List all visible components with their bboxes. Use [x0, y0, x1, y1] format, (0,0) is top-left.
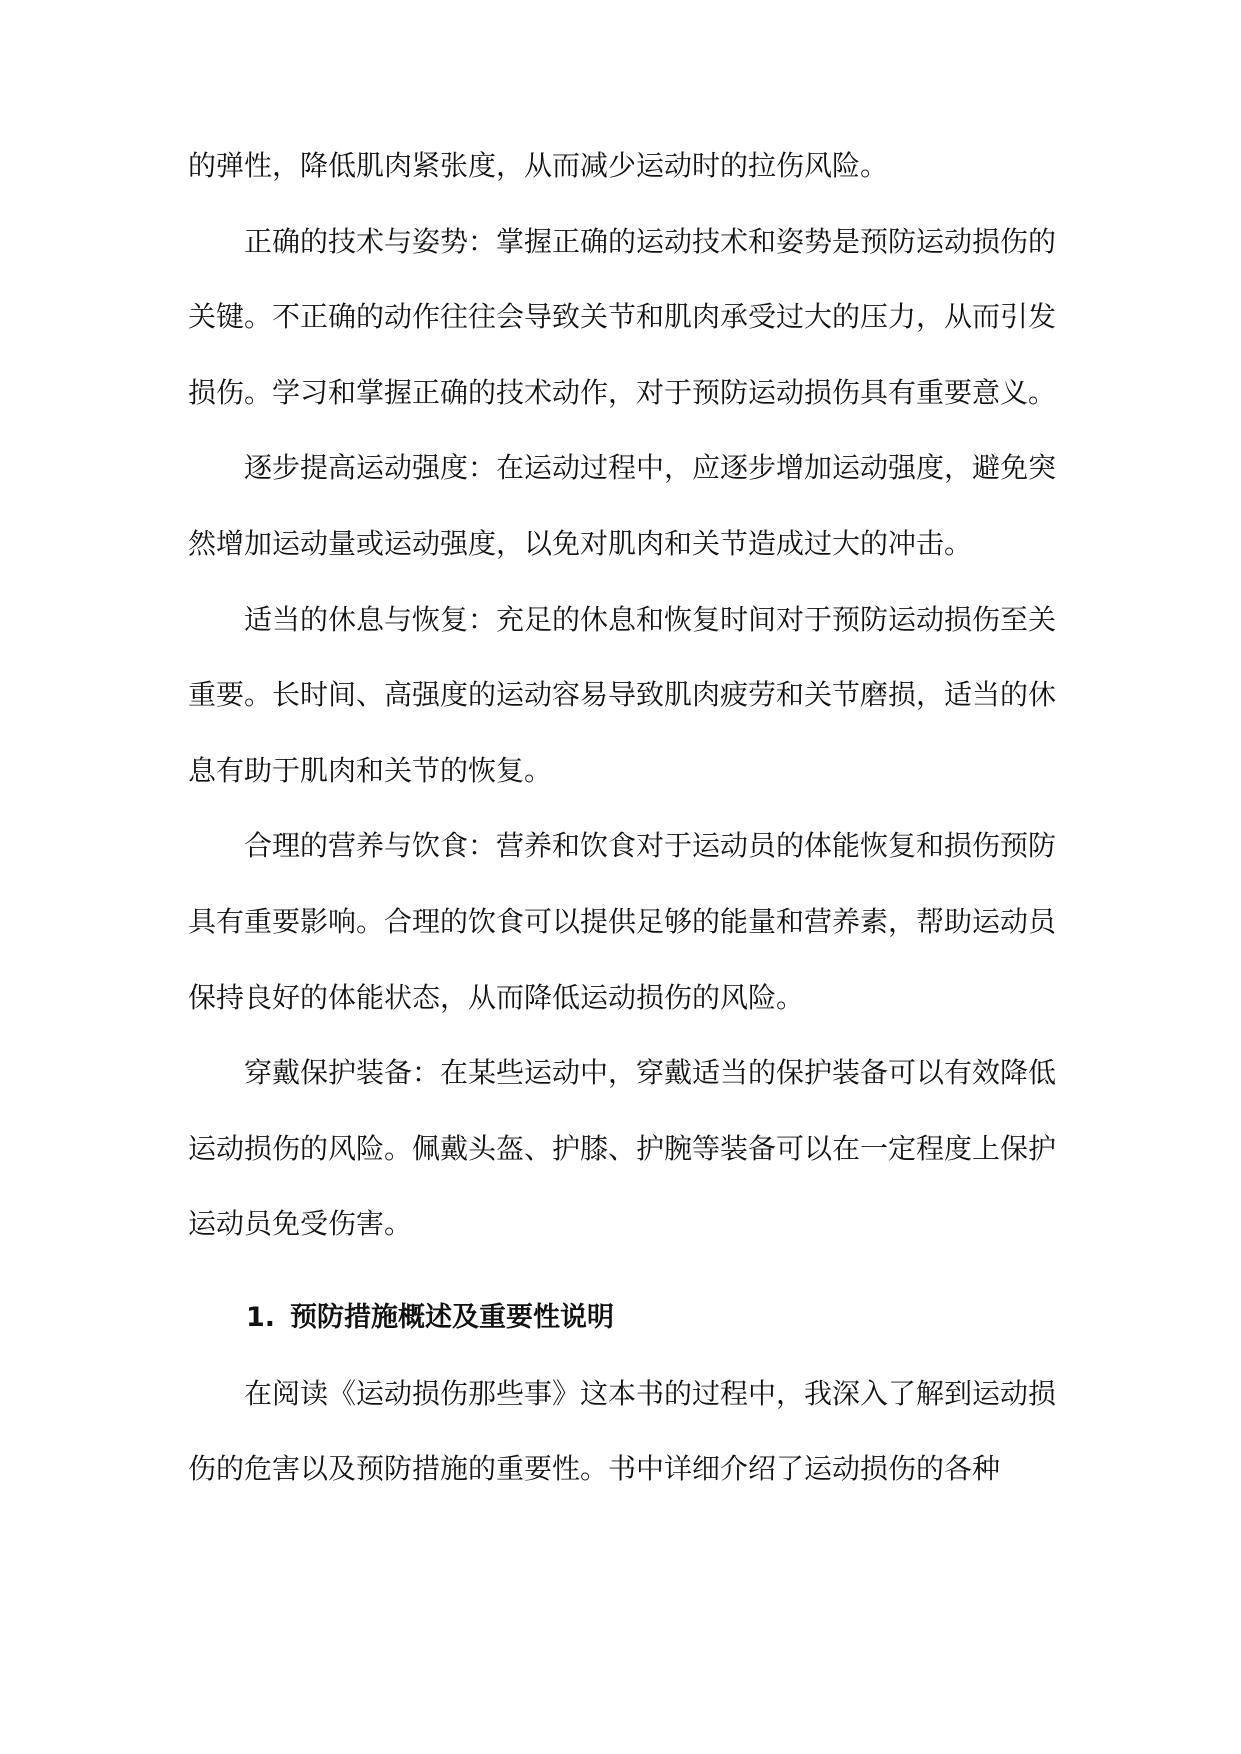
paragraph-gradual-intensity: 逐步提高运动强度：在运动过程中，应逐步增加运动强度，避免突然增加运动量或运动强度，以免对肌肉和关节造成过大的冲击。 [188, 451, 1057, 560]
section-title: 预防措施概述及重要性说明 [290, 1301, 614, 1333]
paragraph-technique-posture: 正确的技术与姿势：掌握正确的运动技术和姿势是预防运动损伤的关键。不正确的动作往往会导致关节和肌肉承受过大的压力，从而引发损伤。学习和掌握正确的技术动作，对于预防运动损伤具有重要意义。 [188, 224, 1057, 409]
section-heading [188, 1280, 1056, 1356]
paragraph-continuation: 的弹性，降低肌肉紧张度，从而减少运动时的拉伤风险。 [188, 149, 889, 182]
paragraph-reading-intro: 在阅读《运动损伤那些事》这本书的过程中，我深入了解到运动损伤的危害以及预防措施的重要性。书中详细介绍了运动损伤的各种 [188, 1376, 1057, 1486]
section-number: 1. [246, 1301, 276, 1333]
document-page [188, 128, 1056, 1507]
paragraph-protective-gear: 穿戴保护装备：在某些运动中，穿戴适当的保护装备可以有效降低运动损伤的风险。佩戴头盔、护膝、护腕等装备可以在一定程度上保护运动员免受伤害。 [188, 1056, 1057, 1241]
paragraph-rest-recovery: 适当的休息与恢复：充足的休息和恢复时间对于预防运动损伤至关重要。长时间、高强度的运动容易导致肌肉疲劳和关节磨损，适当的休息有助于肌肉和关节的恢复。 [188, 602, 1057, 787]
paragraph-nutrition-diet: 合理的营养与饮食：营养和饮食对于运动员的体能恢复和损伤预防具有重要影响。合理的饮食可以提供足够的能量和营养素，帮助运动员保持良好的体能状态，从而降低运动损伤的风险。 [188, 829, 1057, 1014]
